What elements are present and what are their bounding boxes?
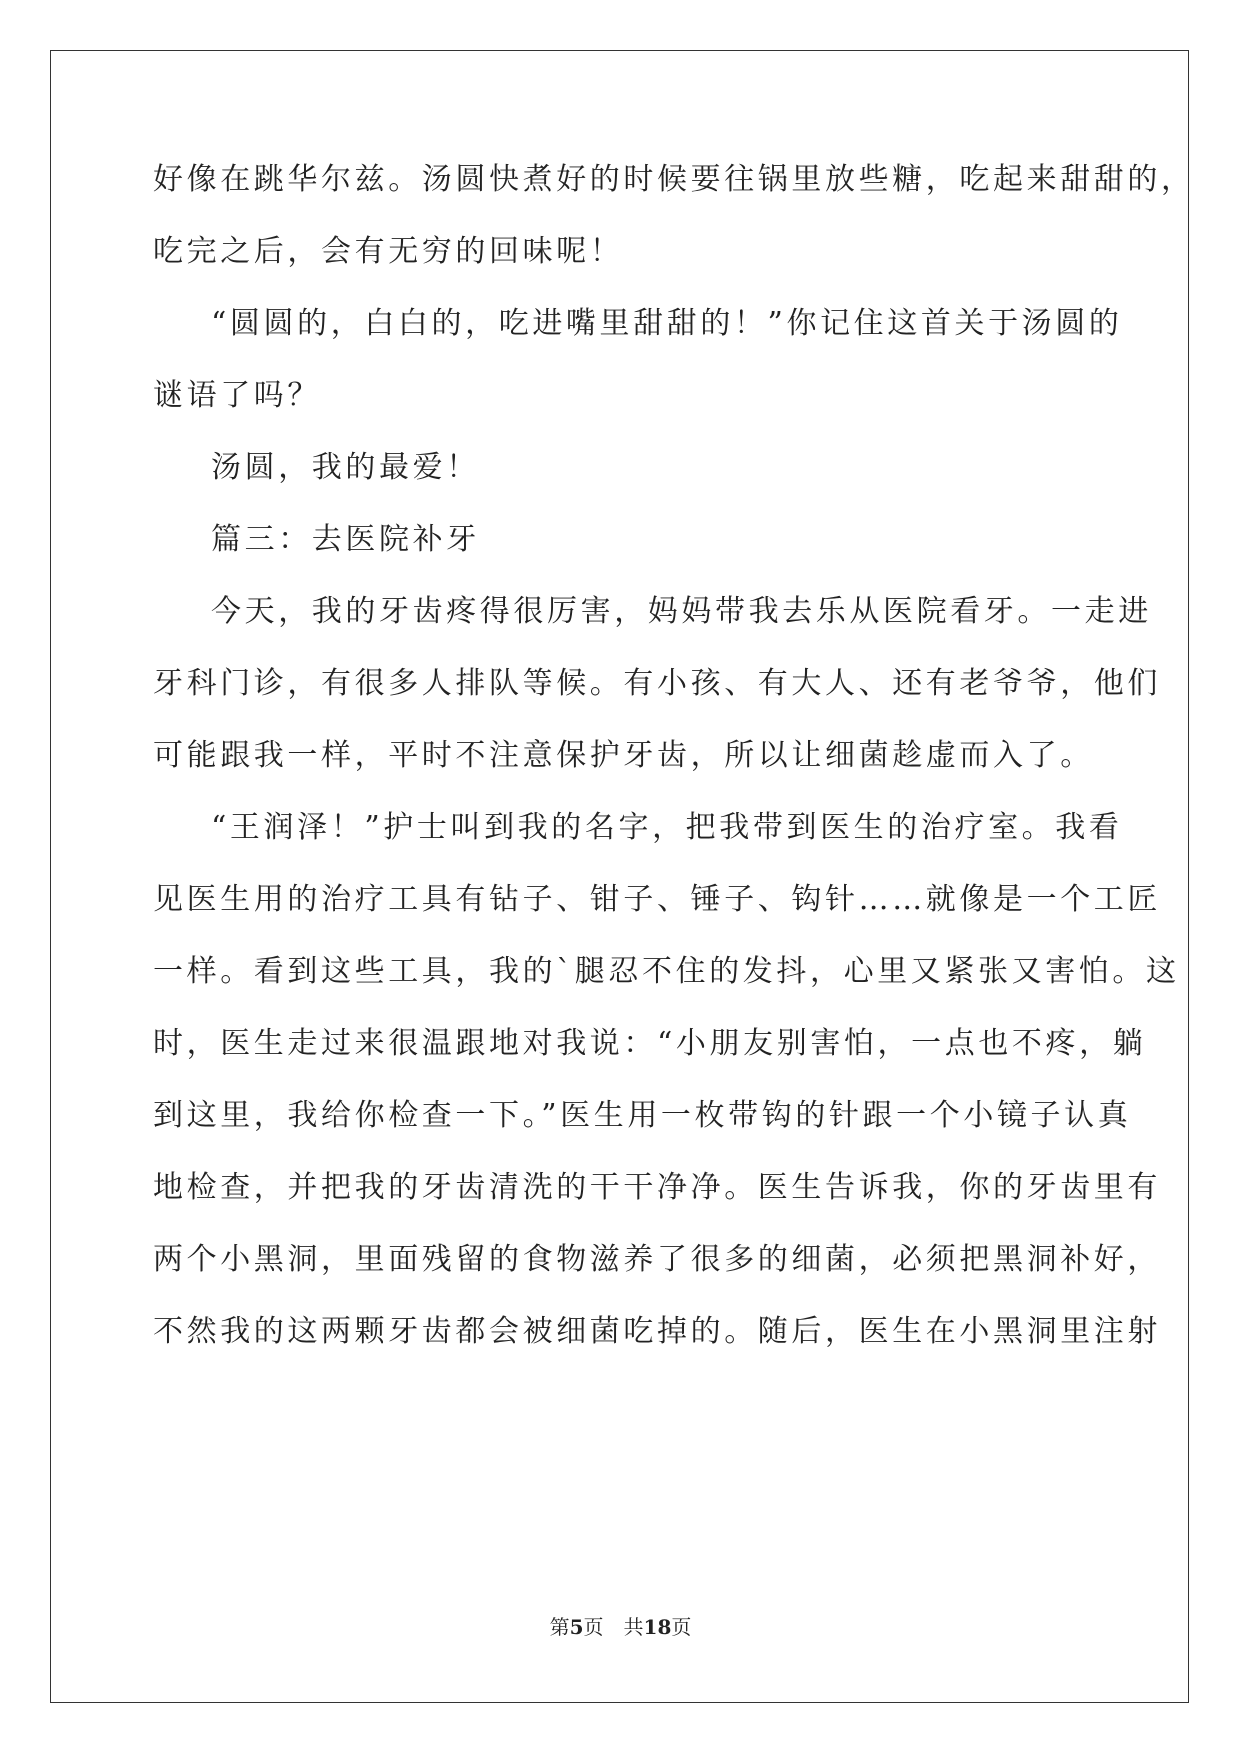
- text-line: 好像在跳华尔兹。汤圆快煮好的时候要往锅里放些糖，吃起来甜甜的，: [153, 162, 1195, 197]
- text-line: 见医生用的治疗工具有钻子、钳子、锤子、钩针……就像是一个工匠: [153, 882, 1161, 917]
- footer-middle: 页 共: [583, 1615, 644, 1639]
- text-line: 地检查，并把我的牙齿清洗的干干净净。医生告诉我，你的牙齿里有: [153, 1170, 1161, 1205]
- text-line: 吃完之后，会有无穷的回味呢！: [153, 234, 624, 269]
- text-line: 到这里，我给你检查一下。”医生用一枚带钩的针跟一个小镜子认真: [153, 1098, 1132, 1133]
- text-line: 可能跟我一样，平时不注意保护牙齿，所以让细菌趁虚而入了。: [153, 738, 1094, 773]
- text-line: 谜语了吗？: [153, 378, 321, 413]
- page-footer: [0, 1614, 1241, 1640]
- text-line: 不然我的这两颗牙齿都会被细菌吃掉的。随后，医生在小黑洞里注射: [153, 1314, 1161, 1349]
- text-line: 汤圆，我的最爱！: [211, 450, 480, 485]
- total-page-count: 18: [643, 1615, 672, 1639]
- text-line: 两个小黑洞，里面残留的食物滋养了很多的细菌，必须把黑洞补好，: [153, 1242, 1161, 1277]
- footer-suffix: 页: [671, 1615, 692, 1639]
- text-line: 今天，我的牙齿疼得很厉害，妈妈带我去乐从医院看牙。一走进: [211, 594, 1152, 629]
- current-page-number: 5: [569, 1615, 584, 1639]
- text-line: “圆圆的，白白的，吃进嘴里甜甜的！”你记住这首关于汤圆的: [211, 306, 1123, 341]
- text-line: 一样。看到这些工具，我的`腿忍不住的发抖，心里又紧张又害怕。这: [153, 954, 1180, 989]
- text-line: “王润泽！”护士叫到我的名字，把我带到医生的治疗室。我看: [211, 810, 1123, 845]
- text-line: 牙科门诊，有很多人排队等候。有小孩、有大人、还有老爷爷，他们: [153, 666, 1161, 701]
- text-line: 时，医生走过来很温跟地对我说：“小朋友别害怕，一点也不疼，躺: [153, 1026, 1147, 1061]
- section-heading: 篇三：去医院补牙: [211, 522, 480, 557]
- footer-prefix: 第: [549, 1615, 570, 1639]
